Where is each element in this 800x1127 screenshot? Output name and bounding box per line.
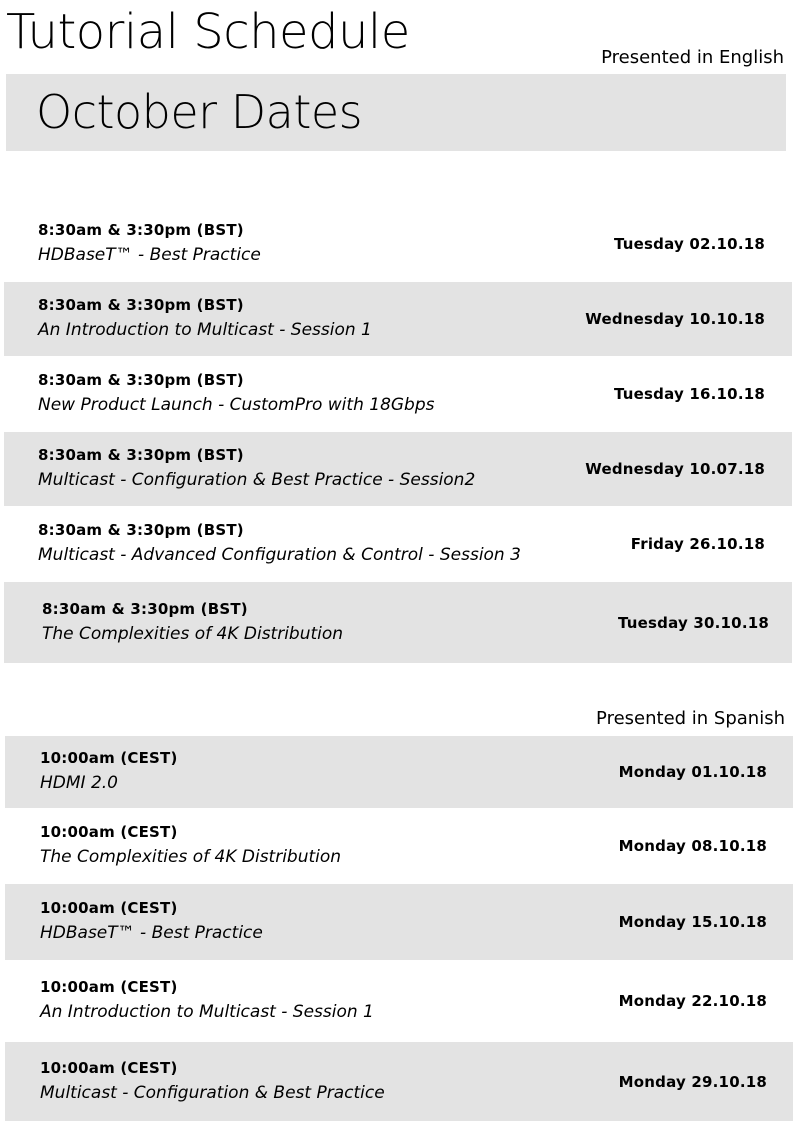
session-time: 8:30am & 3:30pm (BST) bbox=[38, 296, 244, 314]
session-time: 10:00am (CEST) bbox=[40, 749, 178, 767]
session-date: Tuesday 02.10.18 bbox=[614, 235, 765, 253]
session-row-spanish-3 bbox=[5, 961, 793, 1041]
session-time: 8:30am & 3:30pm (BST) bbox=[38, 221, 244, 239]
session-date: Monday 22.10.18 bbox=[618, 992, 767, 1010]
session-title: HDBaseT™ - Best Practice bbox=[40, 923, 263, 943]
session-title: HDBaseT™ - Best Practice bbox=[38, 245, 261, 265]
banner-title: October Dates bbox=[36, 85, 363, 139]
session-title: An Introduction to Multicast - Session 1 bbox=[38, 320, 372, 340]
session-row-english-2 bbox=[4, 357, 792, 431]
session-row-english-1 bbox=[4, 282, 792, 356]
session-time: 10:00am (CEST) bbox=[40, 823, 178, 841]
section-label-spanish: Presented in Spanish bbox=[596, 708, 785, 729]
session-title: An Introduction to Multicast - Session 1 bbox=[40, 1002, 374, 1022]
session-time: 8:30am & 3:30pm (BST) bbox=[38, 371, 244, 389]
session-row-spanish-1 bbox=[5, 809, 793, 883]
session-title: The Complexities of 4K Distribution bbox=[40, 847, 342, 867]
session-time: 10:00am (CEST) bbox=[40, 899, 178, 917]
session-title: New Product Launch - CustomPro with 18Gbps bbox=[38, 395, 435, 415]
session-time: 10:00am (CEST) bbox=[40, 978, 178, 996]
session-time: 10:00am (CEST) bbox=[40, 1058, 178, 1077]
session-title: The Complexities of 4K Distribution bbox=[42, 623, 344, 644]
session-date: Tuesday 16.10.18 bbox=[614, 385, 765, 403]
section-label-english: Presented in English bbox=[601, 47, 784, 68]
session-date: Monday 15.10.18 bbox=[618, 913, 767, 931]
session-row-english-3 bbox=[4, 432, 792, 506]
session-date: Tuesday 30.10.18 bbox=[618, 613, 769, 632]
session-row-spanish-2 bbox=[5, 884, 793, 960]
session-row-english-5 bbox=[4, 582, 792, 663]
session-time: 8:30am & 3:30pm (BST) bbox=[38, 521, 244, 539]
session-title: HDMI 2.0 bbox=[40, 773, 118, 793]
session-row-english-4 bbox=[4, 507, 792, 581]
session-time: 8:30am & 3:30pm (BST) bbox=[38, 446, 244, 464]
session-title: Multicast - Configuration & Best Practice - Session2 bbox=[38, 470, 476, 490]
session-date: Wednesday 10.07.18 bbox=[585, 460, 765, 478]
month-banner bbox=[6, 74, 786, 151]
session-date: Wednesday 10.10.18 bbox=[585, 310, 765, 328]
session-date: Friday 26.10.18 bbox=[630, 535, 765, 553]
page-title: Tutorial Schedule bbox=[6, 4, 410, 60]
session-row-english-0 bbox=[4, 207, 792, 281]
session-date: Monday 08.10.18 bbox=[618, 837, 767, 855]
session-row-spanish-0 bbox=[5, 736, 793, 808]
session-title: Multicast - Configuration & Best Practice bbox=[40, 1082, 385, 1103]
session-date: Monday 29.10.18 bbox=[618, 1072, 767, 1091]
session-title: Multicast - Advanced Configuration & Control - Session 3 bbox=[38, 545, 521, 565]
session-date: Monday 01.10.18 bbox=[618, 763, 767, 781]
session-row-spanish-4 bbox=[5, 1042, 793, 1121]
session-time: 8:30am & 3:30pm (BST) bbox=[42, 599, 248, 618]
